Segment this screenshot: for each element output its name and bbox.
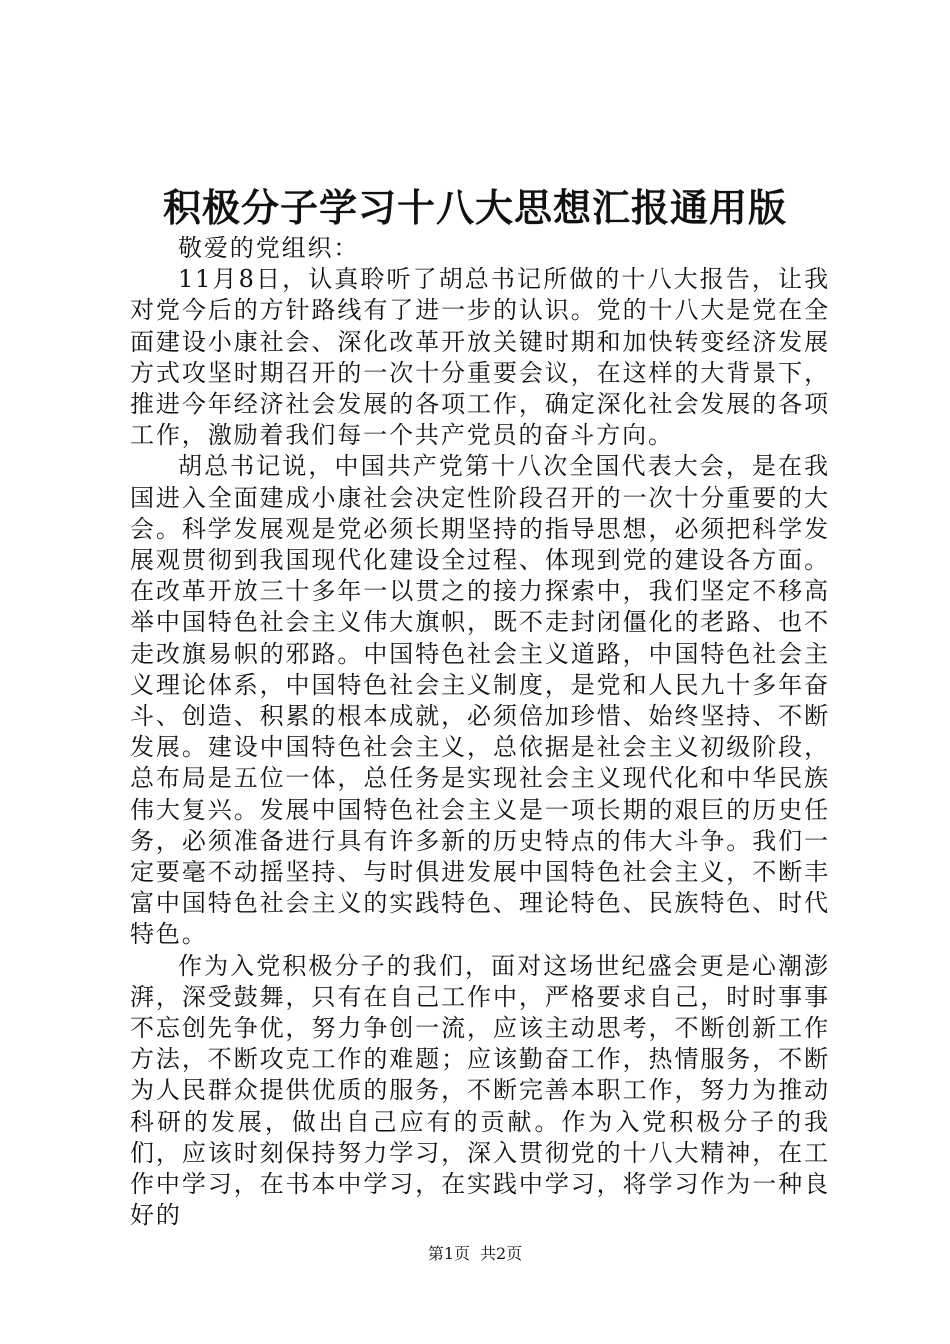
document-body xyxy=(130,233,830,1232)
document-title: 积极分子学习十八大思想汇报通用版 xyxy=(162,185,787,230)
page-footer xyxy=(0,1243,950,1265)
page-total: 共2页 xyxy=(480,1244,523,1263)
page-number: 第1页 xyxy=(427,1244,470,1263)
paragraph: 11月8日，认真聆听了胡总书记所做的十八大报告，让我对党今后的方针路线有了进一步的认识。党的十八大是党在全面建设小康社会、深化改革开放关键时期和加快转变经济发展方式攻坚时期召开的一次十分重要会议，在这样的大背景下，推进今年经济社会发展的各项工作，确定深化社会发展的各项工作，激励着我们每一个共产党员的奋斗方向。 xyxy=(130,265,830,450)
paragraph: 作为入党积极分子的我们，面对这场世纪盛会更是心潮澎湃，深受鼓舞，只有在自己工作中，严格要求自己，时时事事不忘创先争优，努力争创一流，应该主动思考，不断创新工作方法，不断攻克工作的难题；应该勤奋工作，热情服务，不断为人民群众提供优质的服务，不断完善本职工作，努力为推动科研的发展，做出自己应有的贡献。作为入党积极分子的我们，应该时刻保持努力学习，深入贯彻党的十八大精神，在工作中学习，在书本中学习，在实践中学习，将学习作为一种良好的 xyxy=(130,951,830,1230)
salutation: 敬爱的党组织： xyxy=(178,234,360,262)
paragraph: 胡总书记说，中国共产党第十八次全国代表大会，是在我国进入全面建成小康社会决定性阶段召开的一次十分重要的大会。科学发展观是党必须长期坚持的指导思想，必须把科学发展观贯彻到我国现代化建设全过程、体现到党的建设各方面。在改革开放三十多年一以贯之的接力探索中，我们坚定不移高举中国特色社会主义伟大旗帜，既不走封闭僵化的老路、也不走改旗易帜的邪路。中国特色社会主义道路，中国特色社会主义理论体系，中国特色社会主义制度，是党和人民九十多年奋斗、创造、积累的根本成就，必须倍加珍惜、始终坚持、不断发展。建设中国特色社会主义，总依据是社会主义初级阶段，总布局是五位一体，总任务是实现社会主义现代化和中华民族伟大复兴。发展中国特色社会主义是一项长期的艰巨的历史任务，必须准备进行具有许多新的历史特点的伟大斗争。我们一定要毫不动摇坚持、与时俱进发展中国特色社会主义，不断丰富中国特色社会主义的实践特色、理论特色、民族特色、时代特色。 xyxy=(130,452,830,949)
